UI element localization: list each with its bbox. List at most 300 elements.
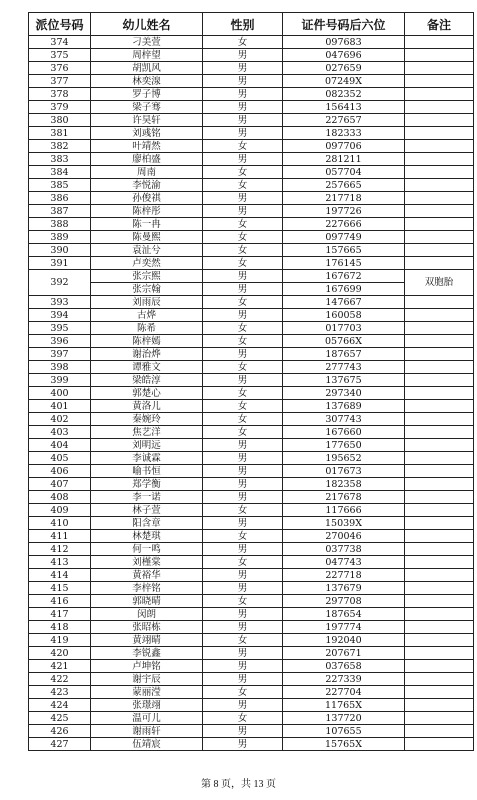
remarks-cell — [405, 634, 474, 647]
child-name-cell: 李诚霖 — [91, 452, 203, 465]
remarks-cell — [405, 569, 474, 582]
remarks-cell — [405, 49, 474, 62]
header-id-last-six: 证件号码后六位 — [283, 13, 405, 36]
lottery-number-cell: 403 — [29, 426, 91, 439]
table-row — [29, 270, 474, 283]
id-last-six-cell: 027659 — [283, 62, 405, 75]
gender-cell: 女 — [203, 712, 283, 725]
allocation-table — [28, 12, 474, 751]
lottery-number-cell: 399 — [29, 374, 91, 387]
lottery-number-cell: 425 — [29, 712, 91, 725]
gender-cell: 男 — [203, 62, 283, 75]
child-name-cell: 谢宇辰 — [91, 673, 203, 686]
gender-cell: 男 — [203, 699, 283, 712]
child-name-cell: 袁沚兮 — [91, 244, 203, 257]
remarks-cell — [405, 36, 474, 49]
child-name-cell: 伍靖宸 — [91, 738, 203, 751]
gender-cell: 女 — [203, 296, 283, 309]
child-name-cell: 陈梓嫣 — [91, 335, 203, 348]
remarks-cell — [405, 127, 474, 140]
table-row — [29, 218, 474, 231]
lottery-number-cell: 395 — [29, 322, 91, 335]
id-last-six-cell: 167699 — [283, 283, 405, 296]
lottery-number-cell: 388 — [29, 218, 91, 231]
id-last-six-cell: 167660 — [283, 426, 405, 439]
child-name-cell: 古烨 — [91, 309, 203, 322]
id-last-six-cell: 281211 — [283, 153, 405, 166]
child-name-cell: 梁子骞 — [91, 101, 203, 114]
id-last-six-cell: 307743 — [283, 413, 405, 426]
gender-cell: 女 — [203, 387, 283, 400]
remarks-cell — [405, 114, 474, 127]
table-row — [29, 452, 474, 465]
child-name-cell: 张宗熙 — [91, 270, 203, 283]
child-name-cell: 刘彧铭 — [91, 127, 203, 140]
id-last-six-cell: 270046 — [283, 530, 405, 543]
id-last-six-cell: 05766X — [283, 335, 405, 348]
child-name-cell: 林子萱 — [91, 504, 203, 517]
child-name-cell: 卢坤铭 — [91, 660, 203, 673]
gender-cell: 男 — [203, 673, 283, 686]
child-name-cell: 秦婉玲 — [91, 413, 203, 426]
id-last-six-cell: 176145 — [283, 257, 405, 270]
child-name-cell: 林奕湶 — [91, 75, 203, 88]
child-name-cell: 卢奕然 — [91, 257, 203, 270]
lottery-number-cell: 400 — [29, 387, 91, 400]
header-gender: 性别 — [203, 13, 283, 36]
lottery-number-cell: 381 — [29, 127, 91, 140]
child-name-cell: 阳含章 — [91, 517, 203, 530]
remarks-cell — [405, 465, 474, 478]
remarks-cell — [405, 179, 474, 192]
table-row — [29, 530, 474, 543]
id-last-six-cell: 160058 — [283, 309, 405, 322]
remarks-cell — [405, 231, 474, 244]
id-last-six-cell: 227718 — [283, 569, 405, 582]
remarks-cell — [405, 257, 474, 270]
table-row — [29, 244, 474, 257]
table-row — [29, 400, 474, 413]
child-name-cell: 许昊轩 — [91, 114, 203, 127]
child-name-cell: 谢治烨 — [91, 348, 203, 361]
gender-cell: 女 — [203, 322, 283, 335]
child-name-cell: 陈一冉 — [91, 218, 203, 231]
lottery-number-cell: 394 — [29, 309, 91, 322]
remarks-cell — [405, 101, 474, 114]
id-last-six-cell: 082352 — [283, 88, 405, 101]
gender-cell: 女 — [203, 400, 283, 413]
gender-cell: 女 — [203, 530, 283, 543]
remarks-cell — [405, 530, 474, 543]
child-name-cell: 黄翊晴 — [91, 634, 203, 647]
remarks-cell — [405, 491, 474, 504]
table-row — [29, 608, 474, 621]
table-row — [29, 192, 474, 205]
remarks-cell — [405, 673, 474, 686]
id-last-six-cell: 217678 — [283, 491, 405, 504]
table-row — [29, 543, 474, 556]
id-last-six-cell: 192040 — [283, 634, 405, 647]
table-row — [29, 75, 474, 88]
id-last-six-cell: 227339 — [283, 673, 405, 686]
table-row — [29, 478, 474, 491]
child-name-cell: 郑学衡 — [91, 478, 203, 491]
gender-cell: 男 — [203, 192, 283, 205]
lottery-number-cell: 414 — [29, 569, 91, 582]
child-name-cell: 罗子博 — [91, 88, 203, 101]
table-row — [29, 465, 474, 478]
lottery-number-cell: 423 — [29, 686, 91, 699]
remarks-cell — [405, 543, 474, 556]
table-row — [29, 36, 474, 49]
lottery-number-cell: 397 — [29, 348, 91, 361]
id-last-six-cell: 207671 — [283, 647, 405, 660]
table-row — [29, 361, 474, 374]
remarks-cell — [405, 517, 474, 530]
gender-cell: 男 — [203, 205, 283, 218]
remarks-cell — [405, 699, 474, 712]
child-name-cell: 谢雨轩 — [91, 725, 203, 738]
gender-cell: 男 — [203, 647, 283, 660]
gender-cell: 男 — [203, 569, 283, 582]
gender-cell: 男 — [203, 283, 283, 296]
table-row — [29, 673, 474, 686]
gender-cell: 男 — [203, 127, 283, 140]
gender-cell: 女 — [203, 426, 283, 439]
lottery-number-cell: 377 — [29, 75, 91, 88]
table-row — [29, 439, 474, 452]
table-row — [29, 62, 474, 75]
child-name-cell: 陈曼熙 — [91, 231, 203, 244]
child-name-cell: 林楚琪 — [91, 530, 203, 543]
lottery-number-cell: 390 — [29, 244, 91, 257]
lottery-number-cell: 382 — [29, 140, 91, 153]
lottery-number-cell: 398 — [29, 361, 91, 374]
remarks-cell — [405, 660, 474, 673]
lottery-number-cell: 420 — [29, 647, 91, 660]
lottery-number-cell: 378 — [29, 88, 91, 101]
child-name-cell: 温可儿 — [91, 712, 203, 725]
lottery-number-cell: 409 — [29, 504, 91, 517]
gender-cell: 男 — [203, 725, 283, 738]
id-last-six-cell: 197774 — [283, 621, 405, 634]
remarks-cell — [405, 205, 474, 218]
gender-cell: 男 — [203, 439, 283, 452]
id-last-six-cell: 227657 — [283, 114, 405, 127]
gender-cell: 男 — [203, 452, 283, 465]
id-last-six-cell: 097706 — [283, 140, 405, 153]
lottery-number-cell: 412 — [29, 543, 91, 556]
gender-cell: 男 — [203, 88, 283, 101]
table-row — [29, 348, 474, 361]
gender-cell: 男 — [203, 621, 283, 634]
gender-cell: 男 — [203, 660, 283, 673]
child-name-cell: 张璟翊 — [91, 699, 203, 712]
child-name-cell: 焦艺洋 — [91, 426, 203, 439]
child-name-cell: 郭晓晴 — [91, 595, 203, 608]
table-row — [29, 205, 474, 218]
remarks-cell — [405, 686, 474, 699]
table-row — [29, 569, 474, 582]
table-row — [29, 582, 474, 595]
lottery-number-cell: 426 — [29, 725, 91, 738]
table-row — [29, 387, 474, 400]
remarks-cell — [405, 400, 474, 413]
table-row — [29, 374, 474, 387]
id-last-six-cell: 156413 — [283, 101, 405, 114]
gender-cell: 男 — [203, 114, 283, 127]
gender-cell: 女 — [203, 244, 283, 257]
id-last-six-cell: 187654 — [283, 608, 405, 621]
table-row — [29, 179, 474, 192]
id-last-six-cell: 177650 — [283, 439, 405, 452]
id-last-six-cell: 297340 — [283, 387, 405, 400]
table-row — [29, 257, 474, 270]
child-name-cell: 李一诺 — [91, 491, 203, 504]
lottery-number-cell: 427 — [29, 738, 91, 751]
gender-cell: 男 — [203, 153, 283, 166]
gender-cell: 男 — [203, 582, 283, 595]
id-last-six-cell: 277743 — [283, 361, 405, 374]
child-name-cell: 廖柏盛 — [91, 153, 203, 166]
gender-cell: 女 — [203, 166, 283, 179]
gender-cell: 男 — [203, 478, 283, 491]
table-row — [29, 114, 474, 127]
gender-cell: 男 — [203, 517, 283, 530]
id-last-six-cell: 147667 — [283, 296, 405, 309]
lottery-number-cell: 376 — [29, 62, 91, 75]
id-last-six-cell: 11765X — [283, 699, 405, 712]
child-name-cell: 何一鸣 — [91, 543, 203, 556]
gender-cell: 女 — [203, 231, 283, 244]
child-name-cell: 喻书恒 — [91, 465, 203, 478]
lottery-number-cell: 374 — [29, 36, 91, 49]
id-last-six-cell: 257665 — [283, 179, 405, 192]
table-row — [29, 517, 474, 530]
id-last-six-cell: 017703 — [283, 322, 405, 335]
gender-cell: 女 — [203, 634, 283, 647]
gender-cell: 男 — [203, 270, 283, 283]
remarks-cell — [405, 647, 474, 660]
gender-cell: 女 — [203, 556, 283, 569]
child-name-cell: 胡凯风 — [91, 62, 203, 75]
remarks-cell — [405, 62, 474, 75]
gender-cell: 女 — [203, 218, 283, 231]
lottery-number-cell: 383 — [29, 153, 91, 166]
remarks-cell — [405, 504, 474, 517]
table-row — [29, 725, 474, 738]
child-name-cell: 刘明远 — [91, 439, 203, 452]
remarks-cell — [405, 296, 474, 309]
lottery-number-cell: 385 — [29, 179, 91, 192]
id-last-six-cell: 037738 — [283, 543, 405, 556]
table-row — [29, 738, 474, 751]
remarks-cell — [405, 140, 474, 153]
child-name-cell: 蒙丽滢 — [91, 686, 203, 699]
page-footer: 第 8 页，共 13 页 — [201, 779, 276, 790]
lottery-number-cell: 392 — [29, 270, 91, 296]
remarks-cell — [405, 218, 474, 231]
id-last-six-cell: 107655 — [283, 725, 405, 738]
id-last-six-cell: 07249X — [283, 75, 405, 88]
id-last-six-cell: 182358 — [283, 478, 405, 491]
table-body — [29, 36, 474, 751]
remarks-cell — [405, 556, 474, 569]
gender-cell: 女 — [203, 413, 283, 426]
table-row — [29, 153, 474, 166]
table-row — [29, 49, 474, 62]
gender-cell: 女 — [203, 595, 283, 608]
remarks-cell — [405, 387, 474, 400]
lottery-number-cell: 393 — [29, 296, 91, 309]
gender-cell: 女 — [203, 686, 283, 699]
remarks-cell — [405, 309, 474, 322]
table-row — [29, 231, 474, 244]
remarks-cell — [405, 322, 474, 335]
child-name-cell: 周梓望 — [91, 49, 203, 62]
remarks-cell — [405, 582, 474, 595]
id-last-six-cell: 297708 — [283, 595, 405, 608]
lottery-number-cell: 402 — [29, 413, 91, 426]
lottery-number-cell: 416 — [29, 595, 91, 608]
lottery-number-cell: 387 — [29, 205, 91, 218]
table-row — [29, 140, 474, 153]
lottery-number-cell: 384 — [29, 166, 91, 179]
header-child-name: 幼儿姓名 — [91, 13, 203, 36]
lottery-number-cell: 396 — [29, 335, 91, 348]
gender-cell: 女 — [203, 257, 283, 270]
gender-cell: 女 — [203, 179, 283, 192]
remarks-cell — [405, 478, 474, 491]
child-name-cell: 叶靖然 — [91, 140, 203, 153]
lottery-number-cell: 422 — [29, 673, 91, 686]
lottery-number-cell: 415 — [29, 582, 91, 595]
id-last-six-cell: 167672 — [283, 270, 405, 283]
id-last-six-cell: 217718 — [283, 192, 405, 205]
id-last-six-cell: 137689 — [283, 400, 405, 413]
table-row — [29, 699, 474, 712]
gender-cell: 男 — [203, 491, 283, 504]
gender-cell: 男 — [203, 465, 283, 478]
child-name-cell: 郭楚心 — [91, 387, 203, 400]
lottery-number-cell: 413 — [29, 556, 91, 569]
lottery-number-cell: 410 — [29, 517, 91, 530]
table-row — [29, 491, 474, 504]
child-name-cell: 李悦渝 — [91, 179, 203, 192]
lottery-number-cell: 407 — [29, 478, 91, 491]
child-name-cell: 孙俊祺 — [91, 192, 203, 205]
remarks-cell — [405, 621, 474, 634]
remarks-cell — [405, 348, 474, 361]
table-row — [29, 413, 474, 426]
child-name-cell: 李锐鑫 — [91, 647, 203, 660]
lottery-number-cell: 411 — [29, 530, 91, 543]
remarks-cell — [405, 153, 474, 166]
table-row — [29, 647, 474, 660]
table-row — [29, 335, 474, 348]
table-row — [29, 660, 474, 673]
id-last-six-cell: 137679 — [283, 582, 405, 595]
lottery-number-cell: 421 — [29, 660, 91, 673]
id-last-six-cell: 15039X — [283, 517, 405, 530]
remarks-cell — [405, 335, 474, 348]
child-name-cell: 黄裕华 — [91, 569, 203, 582]
gender-cell: 男 — [203, 49, 283, 62]
lottery-number-cell: 419 — [29, 634, 91, 647]
remarks-cell — [405, 244, 474, 257]
table-row — [29, 634, 474, 647]
lottery-number-cell: 408 — [29, 491, 91, 504]
id-last-six-cell: 157665 — [283, 244, 405, 257]
remarks-cell — [405, 75, 474, 88]
remarks-cell — [405, 595, 474, 608]
id-last-six-cell: 037658 — [283, 660, 405, 673]
id-last-six-cell: 057704 — [283, 166, 405, 179]
lottery-number-cell: 405 — [29, 452, 91, 465]
remarks-cell — [405, 192, 474, 205]
id-last-six-cell: 047696 — [283, 49, 405, 62]
remarks-cell — [405, 88, 474, 101]
remarks-cell — [405, 725, 474, 738]
table-row — [29, 322, 474, 335]
lottery-number-cell: 375 — [29, 49, 91, 62]
gender-cell: 男 — [203, 608, 283, 621]
table-row — [29, 88, 474, 101]
gender-cell: 男 — [203, 738, 283, 751]
gender-cell: 女 — [203, 140, 283, 153]
child-name-cell: 梁皓淳 — [91, 374, 203, 387]
table-row — [29, 504, 474, 517]
table-row — [29, 556, 474, 569]
id-last-six-cell: 117666 — [283, 504, 405, 517]
table-row — [29, 621, 474, 634]
gender-cell: 男 — [203, 101, 283, 114]
id-last-six-cell: 182333 — [283, 127, 405, 140]
id-last-six-cell: 197726 — [283, 205, 405, 218]
lottery-number-cell: 404 — [29, 439, 91, 452]
gender-cell: 男 — [203, 75, 283, 88]
table-row — [29, 712, 474, 725]
remarks-cell — [405, 166, 474, 179]
id-last-six-cell: 017673 — [283, 465, 405, 478]
table-row — [29, 309, 474, 322]
gender-cell: 男 — [203, 348, 283, 361]
table-row — [29, 166, 474, 179]
gender-cell: 女 — [203, 335, 283, 348]
child-name-cell: 陈梓彤 — [91, 205, 203, 218]
remarks-cell — [405, 452, 474, 465]
table-row — [29, 595, 474, 608]
lottery-number-cell: 379 — [29, 101, 91, 114]
table-row — [29, 127, 474, 140]
lottery-number-cell: 401 — [29, 400, 91, 413]
gender-cell: 女 — [203, 36, 283, 49]
header-row — [29, 13, 474, 36]
id-last-six-cell: 137720 — [283, 712, 405, 725]
lottery-number-cell: 417 — [29, 608, 91, 621]
id-last-six-cell: 15765X — [283, 738, 405, 751]
child-name-cell: 张昭栋 — [91, 621, 203, 634]
id-last-six-cell: 097683 — [283, 36, 405, 49]
child-name-cell: 陈希 — [91, 322, 203, 335]
child-name-cell: 李梓铭 — [91, 582, 203, 595]
child-name-cell: 黄洛儿 — [91, 400, 203, 413]
lottery-number-cell: 386 — [29, 192, 91, 205]
child-name-cell: 谭雅文 — [91, 361, 203, 374]
remarks-cell — [405, 361, 474, 374]
id-last-six-cell: 195652 — [283, 452, 405, 465]
table-row — [29, 101, 474, 114]
